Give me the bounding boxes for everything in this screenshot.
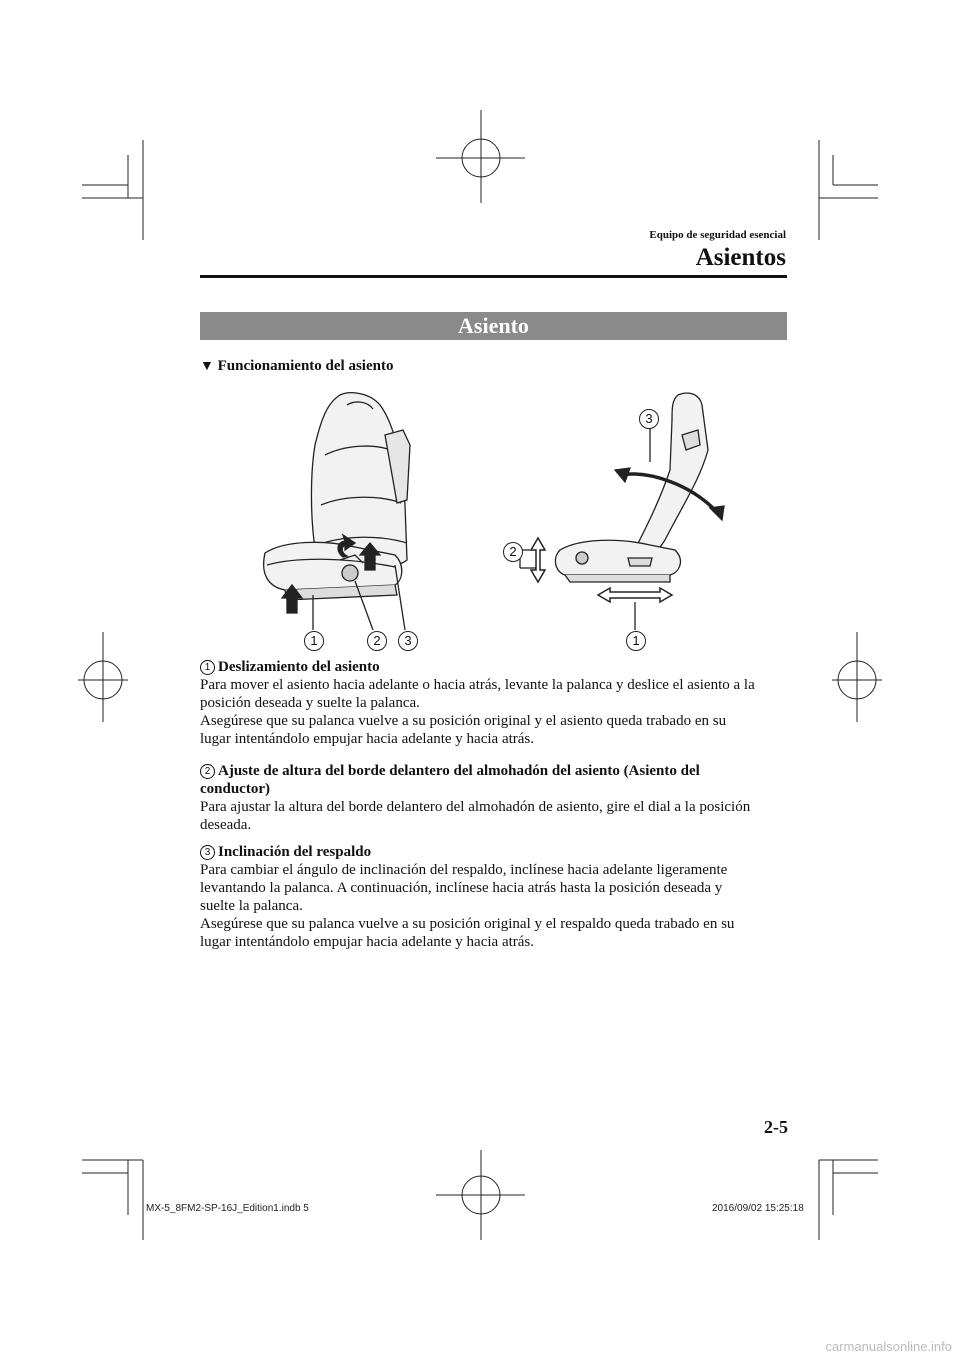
item-1 (200, 658, 790, 748)
item-2-title: Ajuste de altura del borde delantero del almohadón del asiento (Asiento del (218, 763, 700, 779)
chapter-title: Asientos (695, 244, 786, 271)
footer-filename: MX-5_8FM2-SP-16J_Edition1.indb 5 (146, 1203, 309, 1214)
item-2 (200, 762, 790, 834)
section-banner: Asiento (200, 312, 787, 340)
subheading (200, 358, 393, 375)
callout-side-2: 2 (503, 542, 523, 562)
item-3-title: Inclinación del respaldo (218, 844, 372, 860)
item-3 (200, 843, 790, 951)
callout-3: 3 (398, 631, 418, 651)
callout-side-3: 3 (639, 409, 659, 429)
section-title: Equipo de seguridad esencial (649, 229, 786, 241)
item-3-line: Asegúrese que su palanca vuelve a su posición original y el respaldo queda trabado en su (200, 916, 735, 932)
item-3-line: lugar intentándolo empujar hacia adelante y hacia atrás. (200, 934, 535, 950)
item-1-line: Para mover el asiento hacia adelante o hacia atrás, levante la palanca y deslice el asiento a la (200, 677, 755, 693)
item-3-line: levantando la palanca. A continuación, inclínese hacia atrás hasta la posición deseada y (200, 880, 723, 896)
watermark: carmanualsonline.info (825, 1339, 952, 1354)
footer-timestamp: 2016/09/02 15:25:18 (712, 1203, 804, 1214)
item-2-line: Para ajustar la altura del borde delantero del almohadón de asiento, gire el dial a la posición (200, 799, 751, 815)
item-2-title-cont: conductor) (200, 781, 270, 797)
page-number: 2-5 (764, 1117, 788, 1137)
number-circle-2: 2 (200, 764, 215, 779)
item-1-title: Deslizamiento del asiento (218, 659, 380, 675)
callout-2: 2 (367, 631, 387, 651)
item-2-line: deseada. (200, 817, 252, 833)
item-1-line: Asegúrese que su palanca vuelve a su posición original y el asiento queda trabado en su (200, 713, 727, 729)
header-rule (200, 275, 787, 278)
callout-side-1: 1 (626, 631, 646, 651)
seat-front-illustration (255, 385, 425, 650)
seat-side-illustration (500, 390, 755, 640)
callout-1: 1 (304, 631, 324, 651)
item-1-line: posición deseada y suelte la palanca. (200, 695, 420, 711)
number-circle-3: 3 (200, 845, 215, 860)
item-1-line: lugar intentándolo empujar hacia adelante y hacia atrás. (200, 731, 535, 747)
triangle-marker-icon: ▼ (200, 359, 214, 374)
subheading-text: Funcionamiento del asiento (217, 358, 394, 374)
number-circle-1: 1 (200, 660, 215, 675)
item-3-line: suelte la palanca. (200, 898, 303, 914)
item-3-line: Para cambiar el ángulo de inclinación del respaldo, inclínese hacia adelante ligeramente (200, 862, 728, 878)
